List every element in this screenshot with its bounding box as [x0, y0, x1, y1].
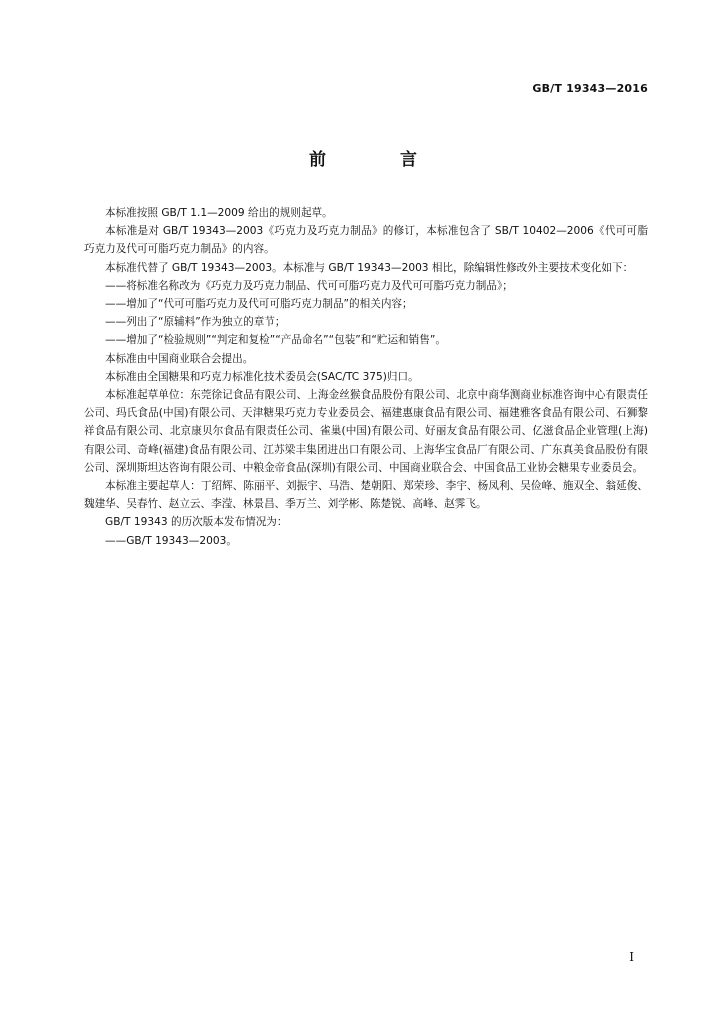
paragraph-history-intro: GB/T 19343 的历次版本发布情况为：: [105, 516, 288, 529]
paragraph-history-item: ——GB/T 19343—2003。: [105, 534, 237, 547]
change-item-title: ——将标准名称改为《巧克力及巧克力制品、代可可脂巧克力及代可可脂巧克力制品》；: [105, 279, 513, 292]
page-title: 前 言: [309, 150, 451, 170]
paragraph-committee: 本标准由全国糖果和巧克力标准化技术委员会(SAC/TC 375)归口。: [105, 370, 419, 383]
paragraph-revision: 本标准是对 GB/T 19343—2003《巧克力及巧克力制品》的修订，本标准包含了 SB/T 10402—2006《代可可脂巧克力及代可可脂巧克力制品》的内容。: [84, 225, 648, 256]
change-item-inspection: ——增加了“检验规则”“判定和复检”“产品命名”“包装”和“贮运和销售”。: [105, 334, 446, 347]
change-item-materials: ——列出了“原辅料”作为独立的章节；: [105, 316, 286, 329]
foreword-body: [84, 204, 648, 550]
paragraph-drafting-rules: 本标准按照 GB/T 1.1—2009 给出的规则起草。: [105, 207, 333, 219]
page-number: I: [629, 950, 634, 964]
paragraph-replacement: 本标准代替了 GB/T 19343—2003。本标准与 GB/T 19343—2003 相比，除编辑性修改外主要技术变化如下：: [105, 261, 634, 274]
paragraph-drafters: 本标准主要起草人：丁绍辉、陈丽平、刘振宇、马浩、楚朝阳、郑荣珍、李宇、杨凤利、吴俭峰、施双全、翁延俊、魏建华、吴春竹、赵立云、李滢、林景昌、季万兰、刘学彬、陈楚锐、高峰、赵霁飞。: [84, 480, 648, 511]
standard-number: GB/T 19343—2016: [532, 82, 648, 95]
change-item-substitute: ——增加了“代可可脂巧克力及代可可脂巧克力制品”的相关内容；: [105, 298, 413, 311]
paragraph-proposer: 本标准由中国商业联合会提出。: [105, 352, 254, 365]
paragraph-drafting-units: 本标准起草单位：东莞徐记食品有限公司、上海金丝猴食品股份有限公司、北京中商华测商业标准咨询中心有限责任公司、玛氏食品(中国)有限公司、天津糖果巧克力专业委员会、福建惠康食品有限公司、福建雅客食品有限公司、石狮黎祥食品有限公司、北京康贝尔食品有限责任公司、雀巢(中国)有限公司、好丽友食品有限公司、亿滋食品企业管理(上海)有限公司、奇峰(福建)食品有限公司、江苏梁丰集团进出口有限公司、上海华宝食品厂有限公司、广东真美食品股份有限公司、深圳斯坦达咨询有限公司、中粮金帝食品(深圳)有限公司、中国商业联合会、中国食品工业协会糖果专业委员会。: [84, 389, 648, 474]
